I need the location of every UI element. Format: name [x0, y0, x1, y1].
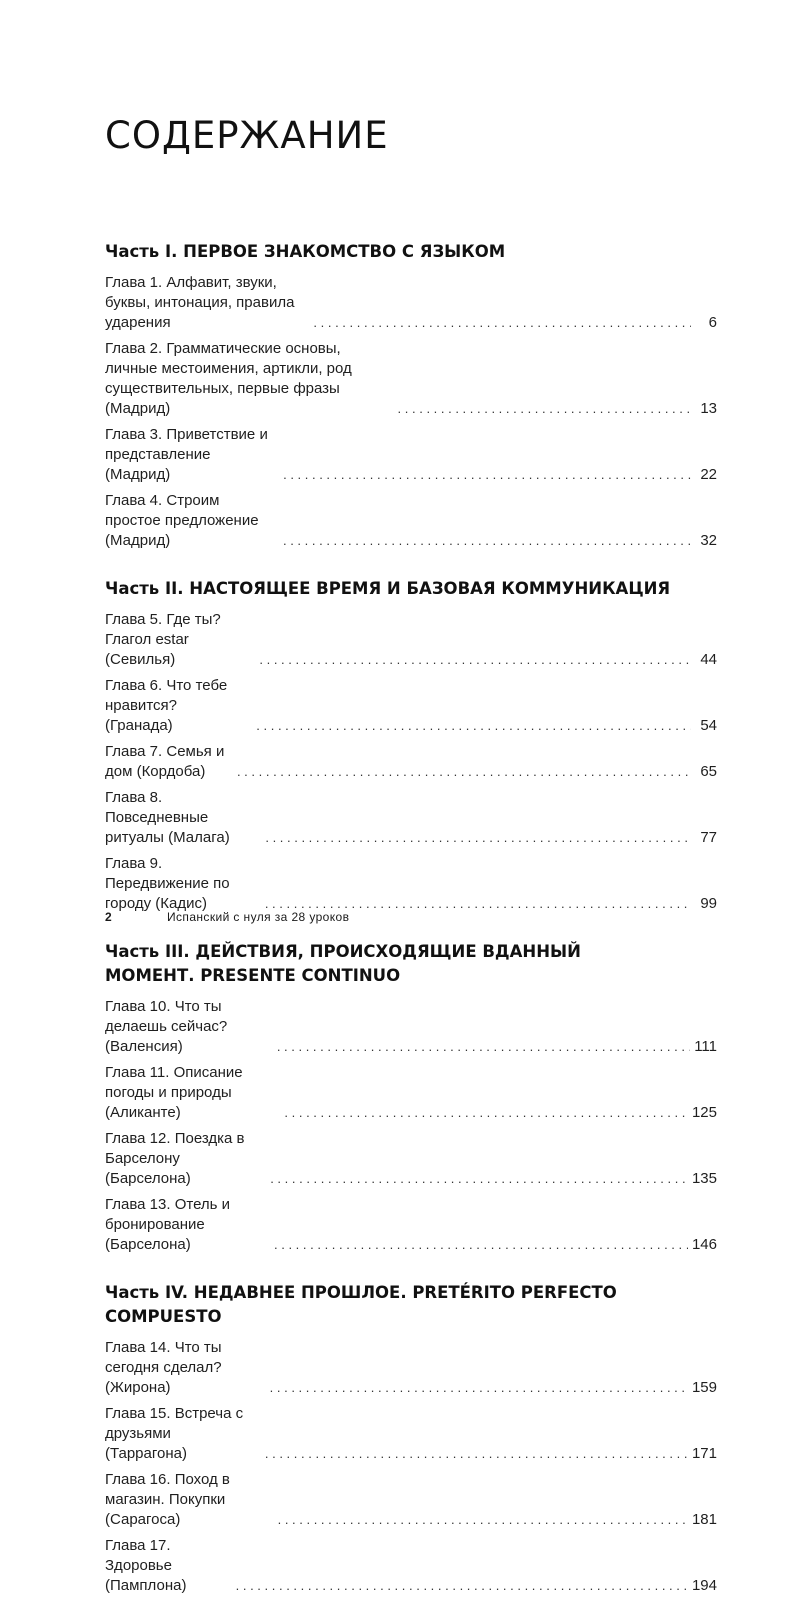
toc-entry[interactable] — [105, 491, 717, 551]
page-number: 32 — [700, 532, 717, 549]
page-number: 135 — [691, 1170, 717, 1187]
page-number: 146 — [691, 1236, 717, 1253]
chapter-title: Глава 9. Передвижение по городу (Кадис) — [105, 855, 230, 912]
toc-entry[interactable] — [105, 273, 717, 333]
toc-entry[interactable] — [105, 1470, 717, 1530]
chapter-title: Глава 14. Что ты сегодня сделал? (Жирона) — [105, 1339, 222, 1396]
toc-entry[interactable] — [105, 1338, 717, 1398]
toc-entry[interactable] — [105, 788, 717, 848]
table-of-contents — [105, 240, 717, 1622]
page-number: 181 — [691, 1511, 717, 1528]
page-number: 65 — [700, 763, 717, 780]
dot-leader — [283, 465, 691, 485]
toc-entry[interactable] — [105, 1404, 717, 1464]
dot-leader — [236, 1576, 688, 1596]
chapter-title: Глава 15. Встреча с друзьями (Таррагона) — [105, 1405, 244, 1462]
chapter-title: Глава 7. Семья и дом (Кордоба) — [105, 743, 225, 780]
dot-leader — [270, 1378, 688, 1398]
part-4 — [105, 1281, 717, 1596]
dot-leader — [313, 313, 691, 333]
part-heading: Часть IV. НЕДАВНЕЕ ПРОШЛОЕ. PRETÉRITO PERFECTO COMPUESTO — [105, 1283, 617, 1326]
chapter-title: Глава 6. Что тебе нравится? (Гранада) — [105, 677, 228, 734]
part-heading: Часть III. ДЕЙСТВИЯ, ПРОИСХОДЯЩИЕ ВДАННЫЙ МОМЕНТ. PRESENTE CONTINUO — [105, 942, 581, 985]
chapter-title: Глава 10. Что ты делаешь сейчас? (Валенсия) — [105, 998, 228, 1055]
page-number: 171 — [691, 1445, 717, 1462]
toc-entry[interactable] — [105, 854, 717, 914]
chapter-title: Глава 13. Отель и бронирование (Барселона) — [105, 1196, 231, 1253]
dot-leader — [284, 1103, 688, 1123]
page-number: 159 — [691, 1379, 717, 1396]
footer-page-number: 2 — [105, 910, 112, 924]
toc-entry[interactable] — [105, 339, 717, 419]
page-number: 44 — [700, 651, 717, 668]
footer-book-title: Испанский с нуля за 28 уроков — [167, 910, 350, 924]
page-number: 77 — [700, 829, 717, 846]
page-number: 194 — [691, 1577, 717, 1594]
dot-leader — [274, 1235, 688, 1255]
chapter-title: Глава 1. Алфавит, звуки, буквы, интонация, правила ударения — [105, 274, 295, 331]
chapter-title: Глава 5. Где ты? Глагол estar (Севилья) — [105, 611, 221, 668]
toc-entry[interactable] — [105, 676, 717, 736]
page-number: 13 — [700, 400, 717, 417]
chapter-title: Глава 17. Здоровье (Памплона) — [105, 1537, 187, 1594]
toc-entry[interactable] — [105, 1195, 717, 1255]
toc-entry[interactable] — [105, 742, 717, 782]
part-heading: Часть I. ПЕРВОЕ ЗНАКОМСТВО С ЯЗЫКОМ — [105, 242, 506, 261]
dot-leader — [237, 762, 691, 782]
page-footer — [105, 910, 349, 924]
toc-entry[interactable] — [105, 1536, 717, 1596]
page-number: 22 — [700, 466, 717, 483]
toc-entry[interactable] — [105, 1063, 717, 1123]
page-number: 99 — [700, 895, 717, 912]
chapter-title: Глава 4. Строим простое предложение (Мадрид) — [105, 492, 259, 549]
chapter-title: Глава 8. Повседневные ритуалы (Малага) — [105, 789, 230, 846]
part-3 — [105, 940, 717, 1255]
page-title: СОДЕРЖАНИЕ — [105, 113, 389, 157]
dot-leader — [270, 1169, 688, 1189]
page-number: 111 — [694, 1038, 717, 1055]
dot-leader — [278, 1510, 688, 1530]
dot-leader — [256, 716, 691, 736]
page-number: 6 — [708, 314, 717, 331]
page-number: 54 — [700, 717, 717, 734]
part-heading: Часть II. НАСТОЯЩЕЕ ВРЕМЯ И БАЗОВАЯ КОММУНИКАЦИЯ — [105, 579, 671, 598]
page-number: 125 — [691, 1104, 717, 1121]
toc-entry[interactable] — [105, 610, 717, 670]
chapter-title: Глава 12. Поездка в Барселону (Барселона) — [105, 1130, 245, 1187]
part-2 — [105, 577, 717, 914]
chapter-title: Глава 3. Приветствие и представление (Мадрид) — [105, 426, 268, 483]
part-1 — [105, 240, 717, 551]
chapter-title: Глава 2. Грамматические основы, личные местоимения, артикли, род существительных, первые фразы (Мадрид) — [105, 340, 352, 417]
dot-leader — [277, 1037, 690, 1057]
dot-leader — [283, 531, 691, 551]
dot-leader — [265, 1444, 688, 1464]
toc-entry[interactable] — [105, 997, 717, 1057]
dot-leader — [259, 650, 691, 670]
toc-entry[interactable] — [105, 425, 717, 485]
toc-entry[interactable] — [105, 1129, 717, 1189]
chapter-title: Глава 11. Описание погоды и природы (Аликанте) — [105, 1064, 243, 1121]
dot-leader — [265, 828, 691, 848]
dot-leader — [398, 399, 691, 419]
chapter-title: Глава 16. Поход в магазин. Покупки (Сарагоса) — [105, 1471, 230, 1528]
